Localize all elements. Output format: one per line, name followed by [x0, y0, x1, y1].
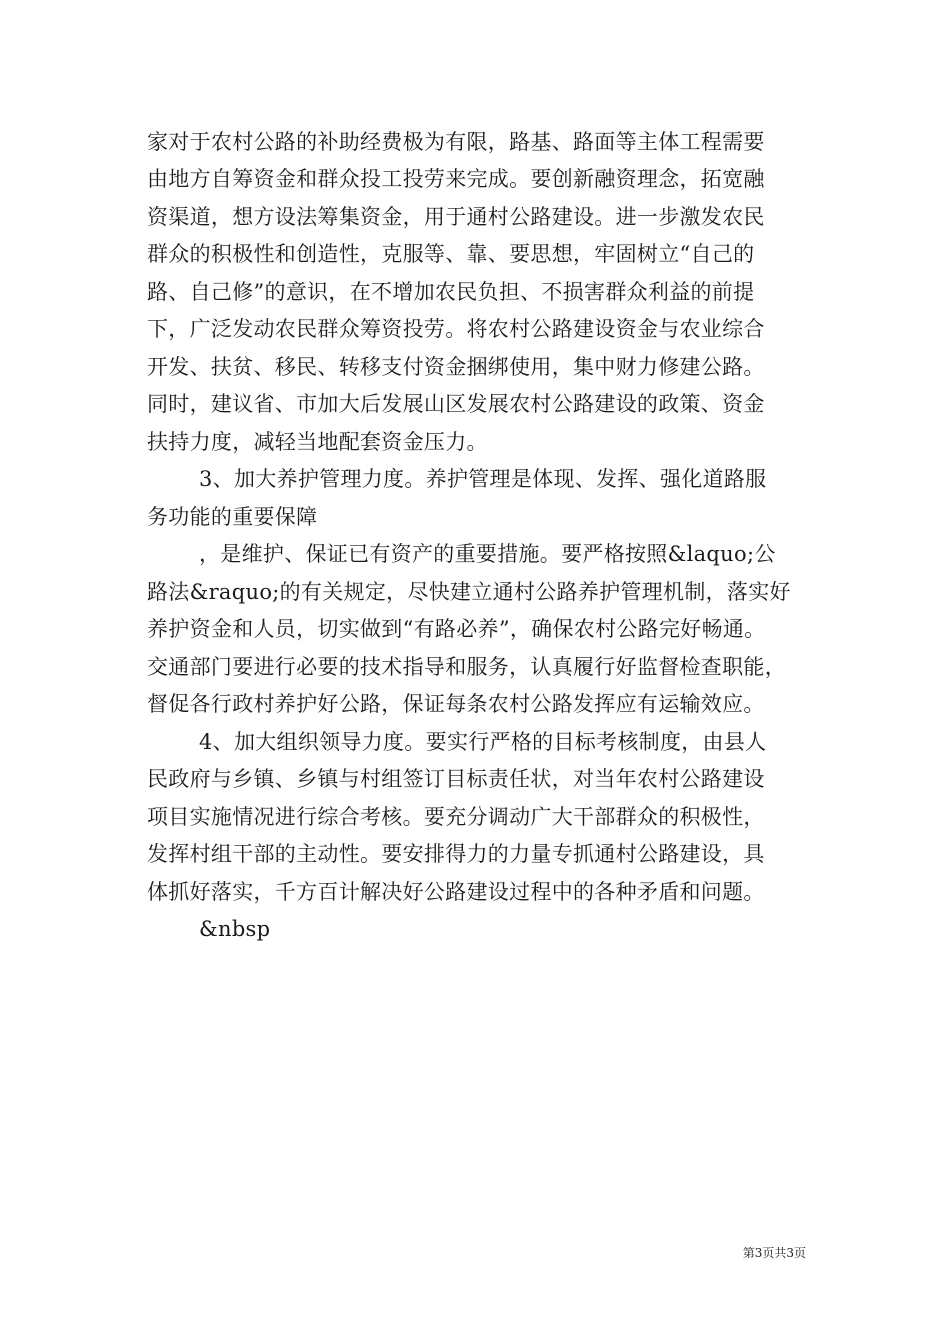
text-line: 同时，建议省、市加大后发展山区发展农村公路建设的政策、资金 — [147, 392, 765, 416]
text-line: 群众的积极性和创造性，克服等、靠、要思想，牢固树立“自己的 — [147, 242, 755, 266]
text-line: 由地方自筹资金和群众投工投劳来完成。要创新融资理念，拓宽融 — [147, 167, 765, 191]
text-line: 路法&raquo;的有关规定，尽快建立通村公路养护管理机制，落实好 — [147, 580, 791, 604]
paragraph-3-heading-line: 3、加大养护管理力度。养护管理是体现、发挥、强化道路服 — [199, 467, 767, 491]
text-line: 务功能的重要保障 — [147, 505, 318, 529]
text-line: 资渠道，想方设法筹集资金，用于通村公路建设。进一步激发农民 — [147, 205, 765, 229]
paragraph-4-heading-line: 4、加大组织领导力度。要实行严格的目标考核制度，由县人 — [199, 730, 767, 754]
text-line: &nbsp — [199, 917, 271, 941]
text-line: 家对于农村公路的补助经费极为有限，路基、路面等主体工程需要 — [147, 130, 765, 154]
text-line: 扶持力度，减轻当地配套资金压力。 — [147, 430, 488, 454]
page-number-footer: 第3页共3页 — [742, 1246, 806, 1260]
text-line: 民政府与乡镇、乡镇与村组签订目标责任状，对当年农村公路建设 — [147, 767, 765, 791]
text-line: 交通部门要进行必要的技术指导和服务，认真履行好监督检查职能， — [147, 655, 786, 679]
text-line: 督促各行政村养护好公路，保证每条农村公路发挥应有运输效应。 — [147, 692, 765, 716]
text-line: 发挥村组干部的主动性。要安排得力的力量专抓通村公路建设，具 — [147, 842, 765, 866]
text-line: 下，广泛发动农民群众筹资投劳。将农村公路建设资金与农业综合 — [147, 317, 765, 341]
text-line: 路、自己修”的意识，在不增加农民负担、不损害群众利益的前提 — [147, 280, 755, 304]
text-line: 开发、扶贫、移民、转移支付资金捆绑使用，集中财力修建公路。 — [147, 355, 765, 379]
text-line: 体抓好落实，千方百计解决好公路建设过程中的各种矛盾和问题。 — [147, 880, 765, 904]
text-line: 养护资金和人员，切实做到“有路必养”，确保农村公路完好畅通。 — [147, 617, 766, 641]
text-line: ，是维护、保证已有资产的重要措施。要严格按照&laquo;公 — [199, 542, 776, 566]
text-line: 项目实施情况进行综合考核。要充分调动广大干部群众的积极性， — [147, 805, 765, 829]
